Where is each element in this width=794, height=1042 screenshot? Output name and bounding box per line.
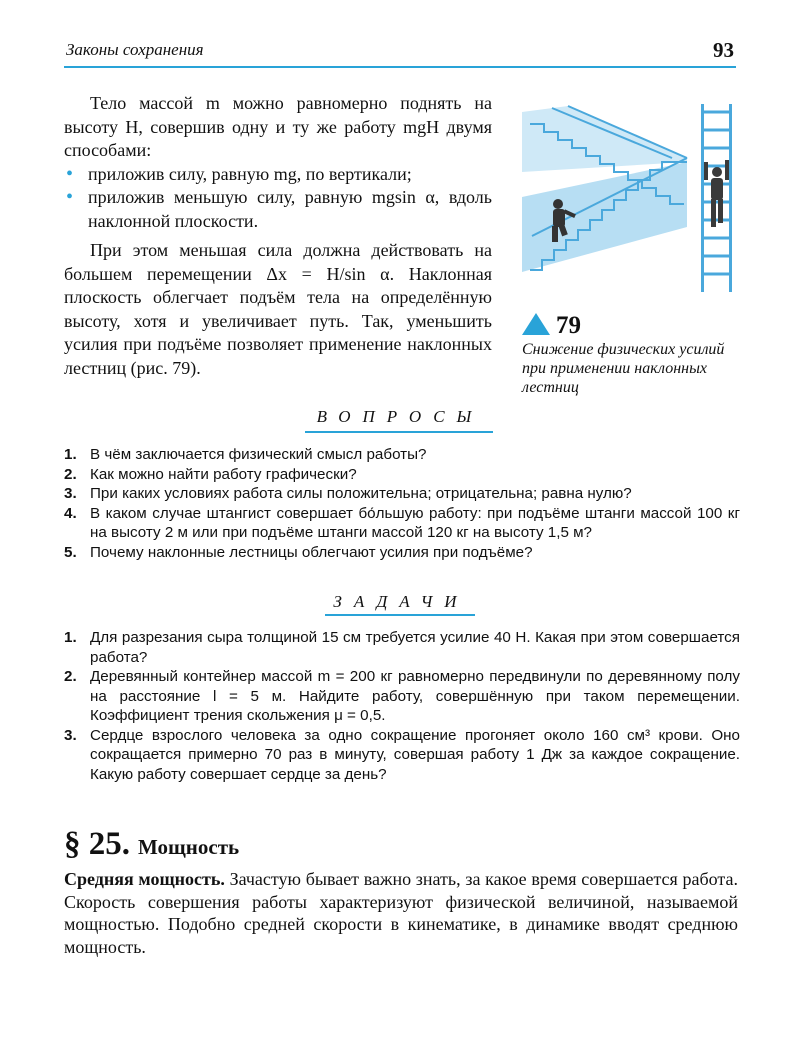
question-item (64, 504, 740, 543)
figure-label (522, 312, 581, 340)
question-number: 4. (64, 504, 77, 522)
question-number: 2. (64, 465, 77, 483)
tasks-heading: ЗАДАЧИ (333, 592, 469, 611)
task-text: Сердце взрослого человека за одно сокращение прогоняет около 160 см³ крови. Оно сокращается примерно 70 раз в минуту, совершая работу 1 Дж за каждое сокращение. Какую работу совершает сердце за день? (90, 726, 740, 783)
section-name: Мощность (138, 835, 240, 859)
section-title (64, 826, 239, 863)
intro-text (64, 92, 492, 380)
section-body (64, 868, 738, 958)
intro-bullet-2: • приложив меньшую силу, равную mgsin α, вдоль наклонной плоскости. (64, 186, 492, 233)
task-item (64, 628, 740, 667)
triangle-marker-icon (522, 313, 550, 335)
figure-caption: Снижение физических усилий при применении наклонных лестниц (522, 341, 725, 396)
questions-list (64, 445, 740, 562)
task-text: Деревянный контейнер массой m = 200 кг равномерно передвинули по деревянному полу на расстояние l = 5 м. Найдите работу, совершённую при таком перемещении. Коэффициент трения скольжения μ = 0,5. (90, 668, 740, 724)
question-text: При каких условиях работа силы положительна; отрицательна; равна нулю? (90, 485, 632, 502)
question-text: Как можно найти работу графически? (90, 465, 357, 483)
question-number: 3. (64, 485, 77, 502)
question-number: 5. (64, 543, 77, 561)
tasks-list (64, 628, 740, 784)
question-number: 1. (64, 446, 77, 463)
task-number: 3. (64, 726, 77, 744)
section-paragraph: Зачастую бывает важно знать, за какое время совершается работа. Скорость совершения работы характеризуют физической величиной, называемой мощностью. Подобно средней скорости в кинематике, в динамике вводят среднюю мощность. (64, 869, 738, 957)
intro-paragraph-1: Тело массой m можно равномерно поднять на высоту H, совершив одну и ту же работу mgH двумя способами: (64, 93, 492, 160)
questions-heading: ВОПРОСЫ (316, 407, 484, 426)
figure-number: 79 (556, 312, 581, 339)
intro-bullet-1: • приложив силу, равную mg, по вертикали; (64, 163, 492, 187)
question-text: В чём заключается физический смысл работы? (90, 446, 427, 463)
question-item (64, 484, 740, 504)
task-text: Для разрезания сыра толщиной 15 см требуется усилие 40 Н. Какая при этом совершается работа? (90, 629, 740, 666)
question-text: Почему наклонные лестницы облегчают усилия при подъёме? (90, 543, 533, 561)
questions-heading-rule (305, 431, 493, 433)
task-number: 2. (64, 668, 77, 685)
task-item (64, 726, 740, 785)
question-item (64, 445, 740, 465)
question-text: В каком случае штангист совершает бо́льшую работу: при подъёме штанги массой 100 кг на высоту 2 м или при подъёме штанги массой 120 кг на высоту 1,5 м? (90, 504, 740, 541)
running-header-title: Законы сохранения (66, 40, 204, 59)
task-number: 1. (64, 629, 77, 646)
task-item (64, 667, 740, 726)
section-lead-term: Средняя мощность. (64, 869, 225, 889)
tasks-heading-rule (325, 614, 475, 616)
question-item (64, 465, 740, 485)
intro-paragraph-2: При этом меньшая сила должна действовать на большем перемещении Δx = H/sin α. Наклонная плоскость облегчает подъём тела на определённую высоту, хотя и увеличивает путь. Так, уменьшить усилия при подъёме позволяет применение наклонных лестниц (рис. 79). (64, 240, 492, 378)
header-rule (64, 66, 736, 68)
stairs-illustration (522, 102, 736, 294)
page-number: 93 (713, 38, 734, 62)
question-item (64, 543, 740, 563)
intro-bullet-list (64, 163, 492, 234)
section-number: § 25. (64, 826, 130, 862)
